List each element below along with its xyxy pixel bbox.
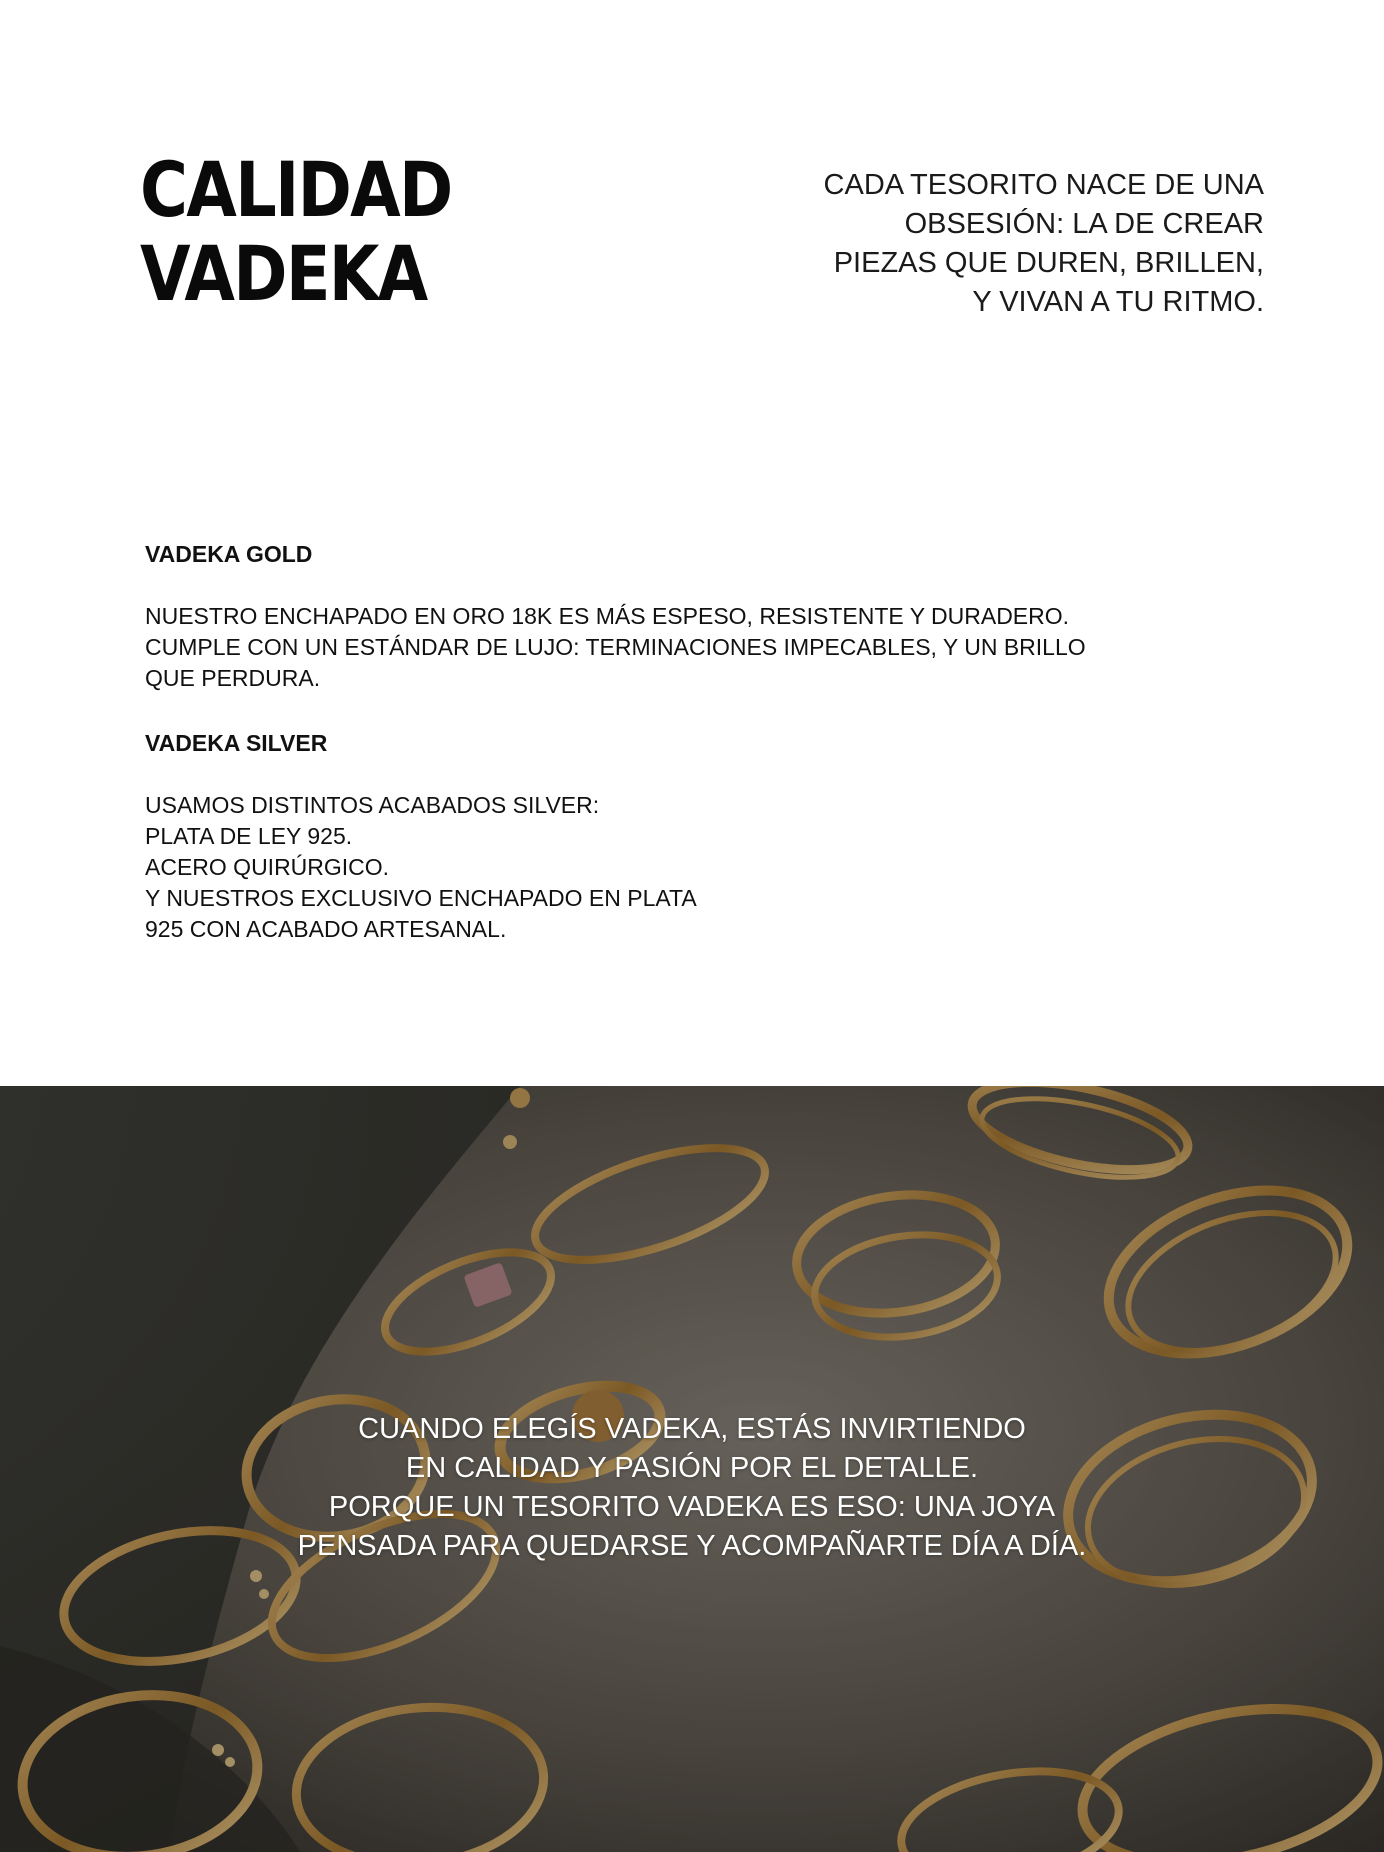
silver-description xyxy=(145,790,1245,945)
silver-heading: VADEKA SILVER xyxy=(145,730,328,756)
closing-quote xyxy=(0,1410,1384,1566)
silver-line-1: USAMOS DISTINTOS ACABADOS SILVER: xyxy=(145,792,600,818)
gold-heading: VADEKA GOLD xyxy=(145,541,313,567)
quote-line-2: EN CALIDAD Y PASIÓN POR EL DETALLE. xyxy=(405,1452,979,1484)
rings-photo xyxy=(0,1086,1384,1852)
silver-line-2: PLATA DE LEY 925. xyxy=(145,823,353,849)
gold-description xyxy=(145,601,1245,694)
quote-line-1: CUANDO ELEGÍS VADEKA, ESTÁS INVIRTIENDO xyxy=(358,1413,1026,1445)
silver-line-5: 925 CON ACABADO ARTESANAL. xyxy=(145,916,507,942)
gold-line-3: QUE PERDURA. xyxy=(145,665,321,691)
title-line-2: VADEKA xyxy=(140,229,427,318)
intro-line-2: OBSESIÓN: LA DE CREAR xyxy=(904,208,1264,240)
silver-line-3: ACERO QUIRÚRGICO. xyxy=(145,854,390,880)
gold-line-1: NUESTRO ENCHAPADO EN ORO 18K ES MÁS ESPESO, RESISTENTE Y DURADERO. xyxy=(145,603,1070,629)
intro-line-4: Y VIVAN A TU RITMO. xyxy=(972,286,1264,318)
title-line-1: CALIDAD xyxy=(140,145,452,234)
gold-line-2: CUMPLE CON UN ESTÁNDAR DE LUJO: TERMINACIONES IMPECABLES, Y UN BRILLO xyxy=(145,634,1086,660)
intro-line-3: PIEZAS QUE DUREN, BRILLEN, xyxy=(833,247,1264,279)
quote-line-4: PENSADA PARA QUEDARSE Y ACOMPAÑARTE DÍA A DÍA. xyxy=(297,1530,1087,1562)
intro-line-1: CADA TESORITO NACE DE UNA xyxy=(823,169,1264,201)
silver-line-4: Y NUESTROS EXCLUSIVO ENCHAPADO EN PLATA xyxy=(145,885,697,911)
quote-line-3: PORQUE UN TESORITO VADEKA ES ESO: UNA JOYA xyxy=(328,1491,1056,1523)
page-title xyxy=(140,145,452,318)
intro-text xyxy=(704,166,1264,322)
